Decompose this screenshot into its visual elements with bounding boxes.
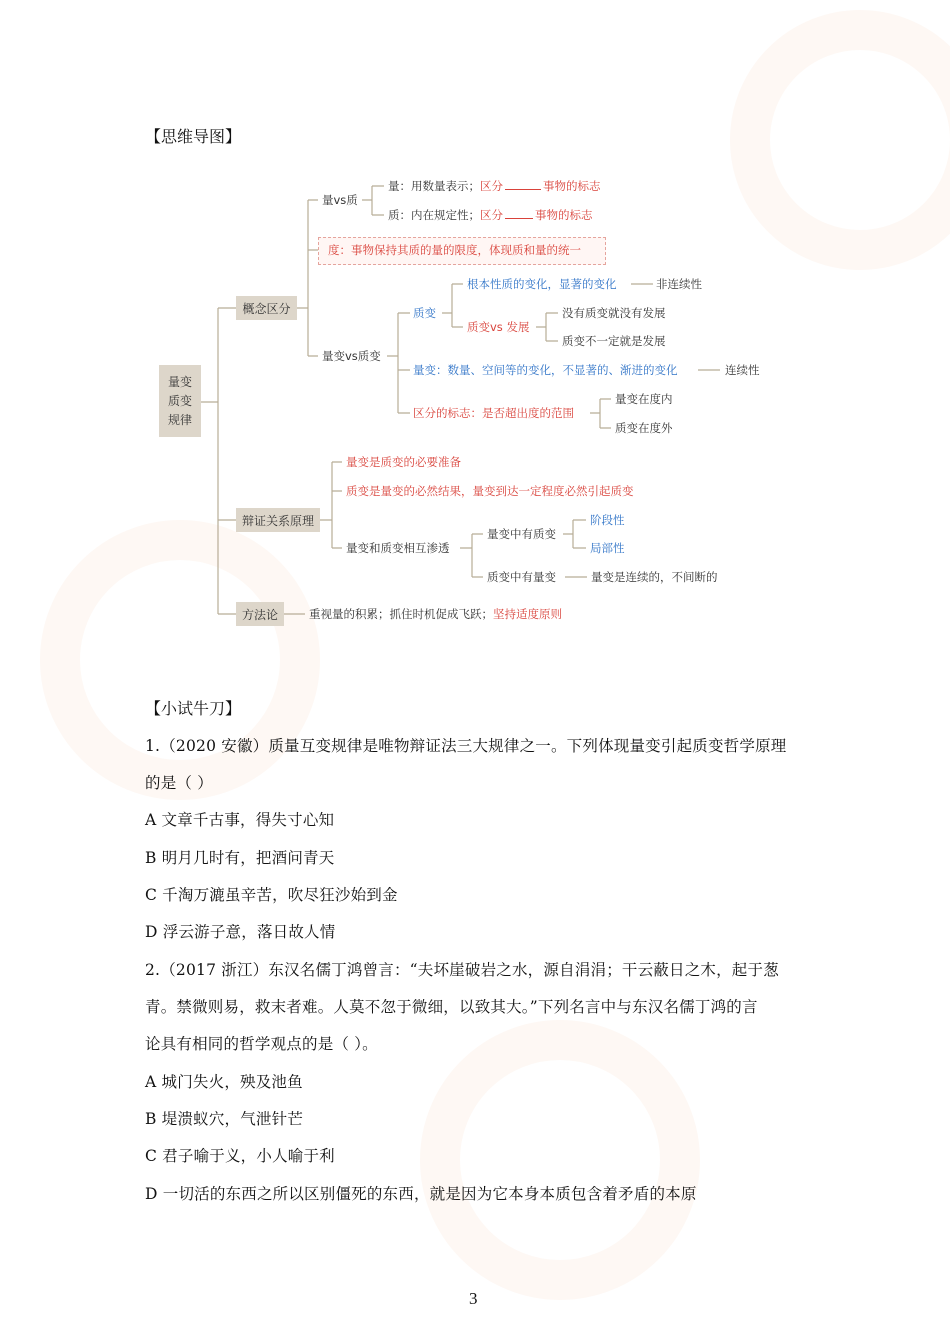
node-d3: 量变和质变相互渗透 bbox=[346, 541, 450, 555]
node-continuous: 量变是连续的，不间断的 bbox=[591, 570, 718, 584]
node-qc-not-dev: 质变不一定就是发展 bbox=[562, 334, 666, 348]
practice-heading: 【小试牛刀】 bbox=[145, 699, 242, 718]
node-partial: 局部性 bbox=[590, 541, 625, 555]
node-degree: 度：事物保持其质的量的限度，体现质和量的统一 bbox=[328, 243, 581, 257]
q1-line1: 1.（2020 安徽）质量互变规律是唯物辩证法三大规律之一。下列体现量变引起质变哲学原理 bbox=[145, 737, 787, 755]
node-qc-in-qty: 量变中有质变 bbox=[487, 527, 556, 541]
q1-option-a: A 文章千古事，得失寸心知 bbox=[145, 811, 335, 829]
node-quality-change: 质变 bbox=[413, 306, 436, 320]
q2-option-b: B 堤溃蚁穴，气泄针芒 bbox=[145, 1110, 304, 1128]
q2-line1: 2.（2017 浙江）东汉名儒丁鸿曾言：“夫坏崖破岩之水，源自涓涓；干云蔽日之木，起于葱 bbox=[145, 961, 779, 979]
q2-option-a: A 城门失火，殃及池鱼 bbox=[145, 1073, 303, 1091]
node-method-text: 重视量的积累；抓住时机促成飞跃；坚持适度原则 bbox=[309, 607, 562, 621]
node-stage: 阶段性 bbox=[590, 513, 625, 527]
node-change-vs: 量变vs质变 bbox=[322, 349, 381, 363]
page-number: 3 bbox=[469, 1289, 478, 1308]
root-node: 量变 质变 规律 bbox=[159, 365, 201, 437]
mindmap-heading: 【思维导图】 bbox=[145, 127, 242, 146]
node-concept: 概念区分 bbox=[236, 296, 297, 320]
q1-option-d: D 浮云游子意，落日故人情 bbox=[145, 923, 336, 941]
q2-option-c: C 君子喻于义，小人喻于利 bbox=[145, 1147, 335, 1165]
q1-option-c: C 千淘万漉虽辛苦，吹尽狂沙始到金 bbox=[145, 886, 398, 904]
node-qual-line: 质：内在规定性；区分 事物的标志 bbox=[388, 208, 593, 222]
node-qty-line: 量：用数量表示；区分 事物的标志 bbox=[388, 179, 601, 193]
node-qty-vs-quality: 量vs质 bbox=[322, 193, 358, 207]
node-qty-in-qc: 质变中有量变 bbox=[487, 570, 556, 584]
node-qual-out-degree: 质变在度外 bbox=[615, 421, 673, 435]
node-qc-vs-dev: 质变vs 发展 bbox=[467, 320, 530, 334]
node-fundamental: 根本性质的变化，显著的变化 bbox=[467, 277, 617, 291]
node-non-continuity: 非连续性 bbox=[656, 277, 702, 291]
q1-line2: 的是（ ） bbox=[145, 774, 213, 792]
q1-option-b: B 明月几时有，把酒问青天 bbox=[145, 849, 335, 867]
node-d2: 质变是量变的必然结果，量变到达一定程度必然引起质变 bbox=[346, 484, 634, 498]
node-continuity: 连续性 bbox=[725, 363, 760, 377]
node-diff-mark: 区分的标志：是否超出度的范围 bbox=[413, 406, 574, 420]
q2-option-d: D 一切活的东西之所以区别僵死的东西，就是因为它本身本质包含着矛盾的本原 bbox=[145, 1185, 697, 1203]
node-d1: 量变是质变的必要准备 bbox=[346, 455, 461, 469]
node-method: 方法论 bbox=[236, 602, 284, 626]
node-dialectic: 辩证关系原理 bbox=[236, 508, 320, 532]
node-qty-in-degree: 量变在度内 bbox=[615, 392, 673, 406]
q2-line2: 青。禁微则易，救末者难。人莫不忽于微细，以致其大。”下列名言中与东汉名儒丁鸿的言 bbox=[145, 998, 758, 1016]
q2-line3: 论具有相同的哲学观点的是（ ）。 bbox=[145, 1035, 378, 1053]
node-quantity-change: 量变：数量、空间等的变化，不显著的、渐进的变化 bbox=[413, 363, 678, 377]
node-no-qc-no-dev: 没有质变就没有发展 bbox=[562, 306, 666, 320]
